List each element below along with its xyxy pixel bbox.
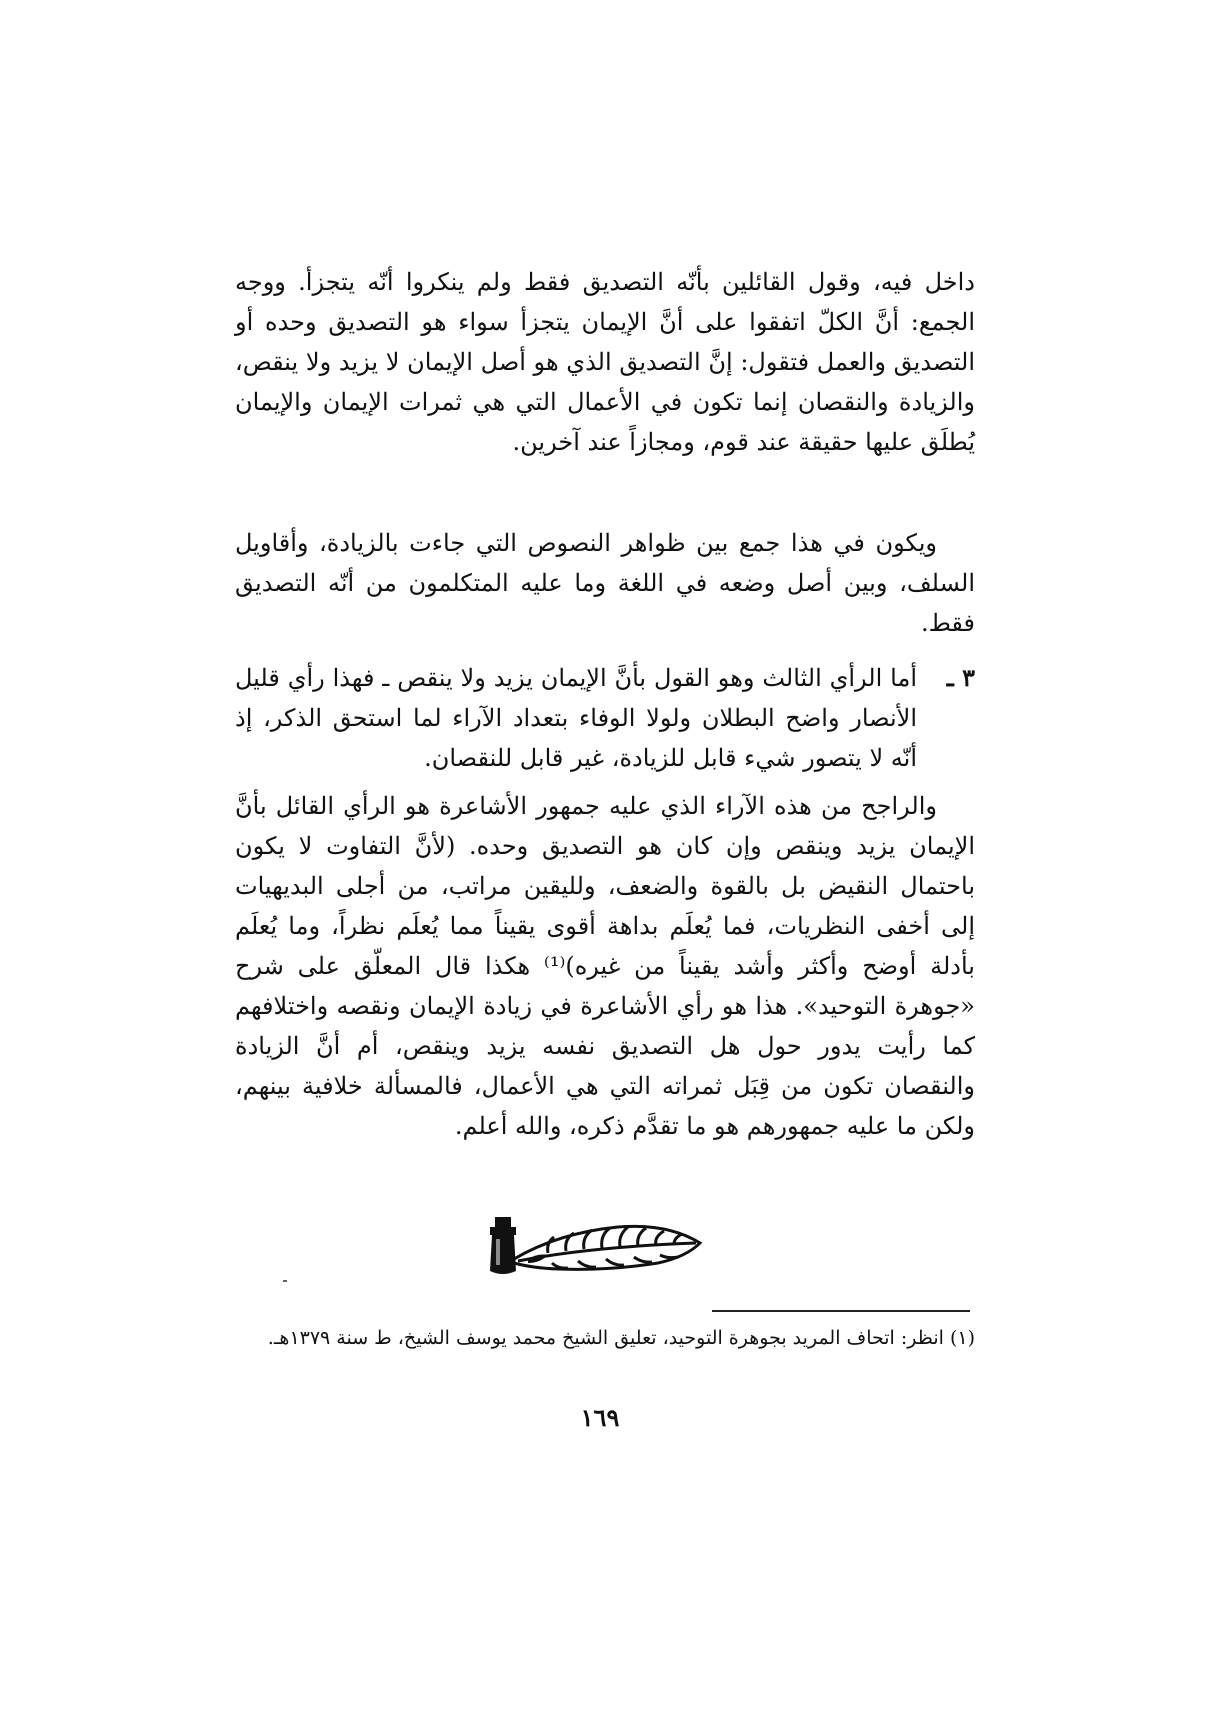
list-item-third-opinion xyxy=(235,658,975,778)
paragraph-continuation xyxy=(235,262,975,520)
paragraph-text: والراجح من هذه الآراء الذي عليه جمهور الأشاعرة هو الرأي القائل بأنَّ الإيمان يزيد وينقص وإن كان هو التصديق وحده. (لأنَّ التفاوت لا يكون باحتمال النقيض بل بالقوة والضعف، ولليقين مراتب، من أجلى البديهيات إلى أخفى النظريات، فما يُعلَم بداهة أقوى يقيناً مما يُعلَم نظراً، وما يُعلَم بأدلة أوضح وأكثر وأشد يقيناً من غيره)⁽¹⁾ هكذا قال المعلّق على شرح «جوهرة التوحيد». هذا هو رأي الأشاعرة في زيادة الإيمان ونقصه واختلافهم كما رأيت يدور حول هل التصديق نفسه يزيد وينقص، أم أنَّ الزيادة والنقصان تكون من قِبَل ثمراته التي هي الأعمال، فالمسألة خلافية بينهم، ولكن ما عليه جمهورهم هو ما تقدَّم ذكره، والله أعلم. xyxy=(235,792,975,1140)
list-item-text: أما الرأي الثالث وهو القول بأنَّ الإيمان يزيد ولا ينقص ـ فهذا رأي قليل الأنصار واضح البطلان ولولا الوفاء بتعداد الآراء لما استحق الذكر، إذ أنّه لا يتصور شيء قابل للزيادة، غير قابل للنقصان. xyxy=(235,664,917,772)
scan-speck xyxy=(283,1280,287,1282)
footnote-text: (١) انظر: اتحاف المريد بجوهرة التوحيد، تعليق الشيخ محمد يوسف الشيخ، ط سنة ١٣٧٩هـ. xyxy=(267,1327,975,1349)
paragraph-text: ويكون في هذا جمع بين ظواهر النصوص التي جاءت بالزيادة، وأقاويل السلف، وبين أصل وضعه في اللغة وما عليه المتكلمون من أنّه التصديق فقط. xyxy=(235,529,975,637)
paragraph-combination xyxy=(235,523,975,641)
list-item-number: ٣ ـ xyxy=(946,663,975,692)
paragraph-preferred-opinion xyxy=(235,786,975,1184)
quill-and-ink-icon xyxy=(488,1213,704,1287)
footnote xyxy=(235,1322,975,1354)
paragraph-text: داخل فيه، وقول القائلين بأنّه التصديق فقط ولم ينكروا أنّه يتجزأ. ووجه الجمع: أنَّ الكلّ اتفقوا على أنَّ الإيمان يتجزأ سواء هو التصديق وحده أو التصديق والعمل فتقول: إنَّ التصديق الذي هو أصل الإيمان لا يزيد ولا ينقص، والزيادة والنقصان إنما تكون في الأعمال التي هي ثمرات الإيمان والإيمان يُطلَق عليها حقيقة عند قوم، ومجازاً عند آخرين. xyxy=(235,268,975,456)
page-number: ١٦٩ xyxy=(580,1403,620,1432)
footnote-divider xyxy=(712,1310,970,1312)
